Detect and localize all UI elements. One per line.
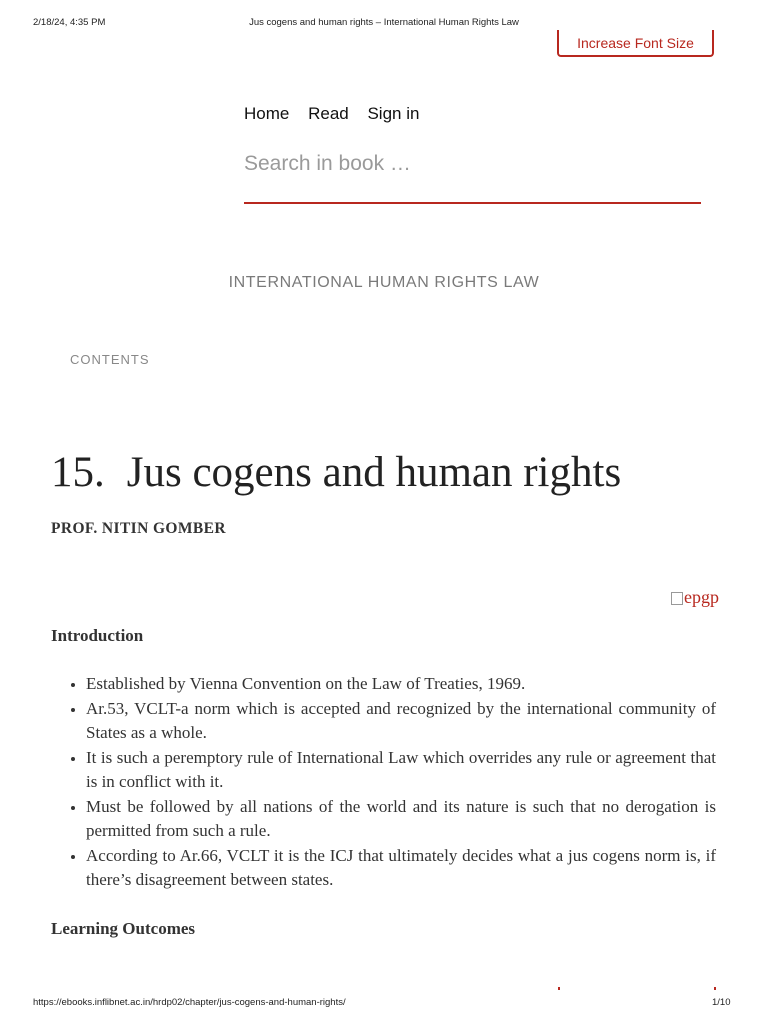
increase-font-size-button[interactable]: Increase Font Size	[557, 30, 714, 57]
chapter-title	[51, 448, 621, 497]
epgp-broken-image	[671, 584, 719, 610]
search-box	[244, 148, 701, 204]
book-title-link[interactable]: INTERNATIONAL HUMAN RIGHTS LAW	[228, 274, 540, 291]
print-url: https://ebooks.inflibnet.ac.in/hrdp02/chapter/jus-cogens-and-human-rights/	[33, 997, 346, 1008]
epgp-alt-text: epgp	[684, 587, 719, 607]
list-item: • It is such a peremptory rule of International Law which overrides any rule or agreement that is in conflict with it.	[86, 746, 716, 795]
nav-read-link[interactable]: Read	[308, 104, 349, 123]
nav-sign-in-link[interactable]: Sign in	[367, 104, 420, 123]
nav-home-link[interactable]: Home	[244, 104, 290, 123]
decorative-mark	[714, 987, 716, 990]
contents-toggle[interactable]: CONTENTS	[70, 352, 150, 367]
list-item: • Established by Vienna Convention on the Law of Treaties, 1969.	[86, 672, 716, 697]
learning-outcomes-heading: Learning Outcomes	[51, 919, 196, 938]
list-item: • Ar.53, VCLT-a norm which is accepted and recognized by the international community of States as a whole.	[86, 697, 716, 746]
introduction-heading: Introduction	[51, 626, 144, 645]
print-page-number: 1/10	[712, 997, 731, 1008]
print-datetime: 2/18/24, 4:35 PM	[33, 17, 106, 28]
search-input[interactable]	[244, 152, 701, 176]
list-item: • Must be followed by all nations of the world and its nature is such that no derogation is permitted from such a rule.	[86, 795, 716, 844]
broken-image-icon	[671, 592, 683, 605]
top-nav	[244, 104, 433, 124]
chapter-number: 15.	[51, 449, 105, 496]
list-item: • According to Ar.66, VCLT it is the ICJ that ultimately decides what a jus cogens norm is, if there’s disagreement between states.	[86, 844, 716, 893]
chapter-title-text: Jus cogens and human rights	[126, 449, 622, 496]
print-page-title: Jus cogens and human rights – International Human Rights Law	[249, 17, 519, 28]
chapter-author: PROF. NITIN GOMBER	[51, 520, 226, 537]
introduction-list	[51, 672, 716, 893]
decorative-mark	[558, 987, 560, 990]
